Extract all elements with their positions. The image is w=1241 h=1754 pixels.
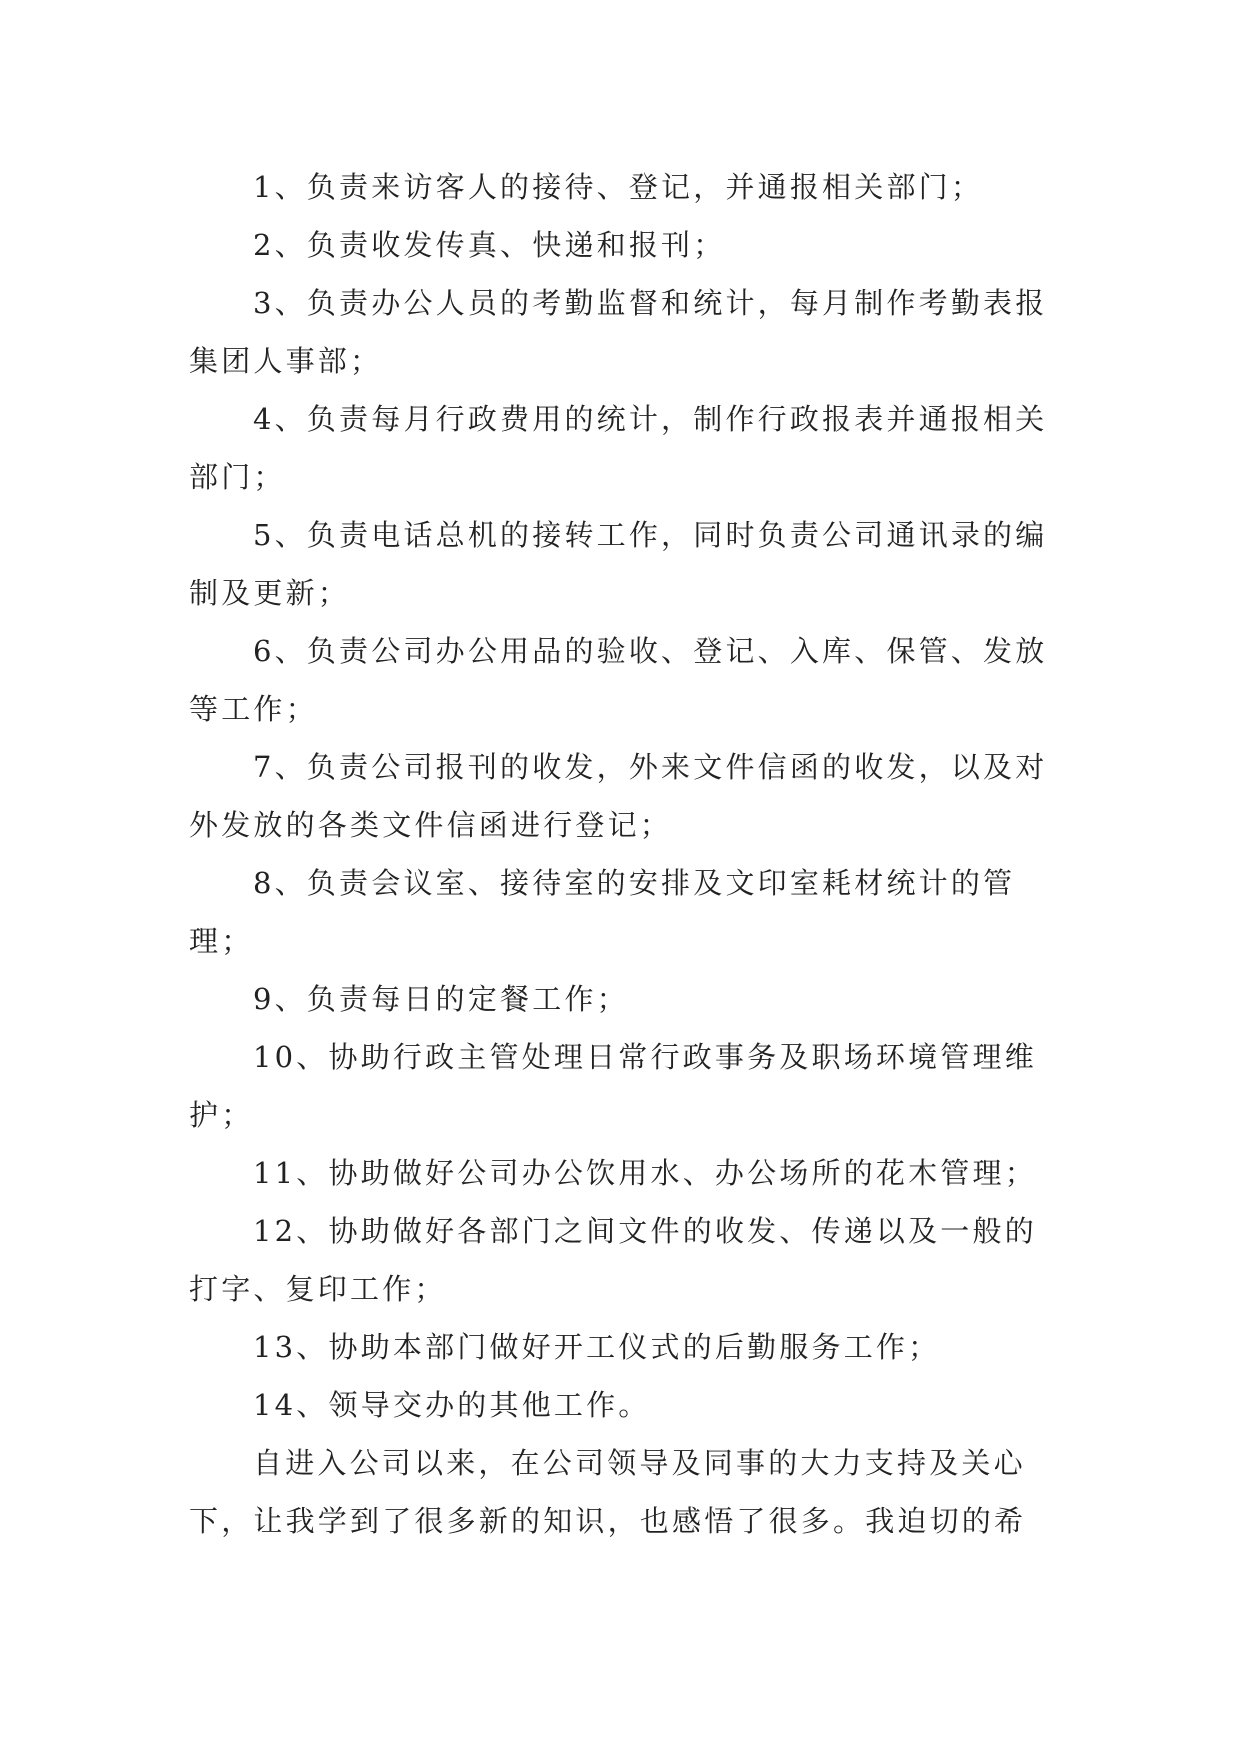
paragraph-duty-12: 12、协助做好各部门之间文件的收发、传递以及一般的打字、复印工作； — [189, 1214, 1037, 1306]
paragraph-duty-6: 6、负责公司办公用品的验收、登记、入库、保管、发放等工作； — [189, 634, 1048, 726]
paragraph-duty-4: 4、负责每月行政费用的统计，制作行政报表并通报相关部门； — [189, 402, 1048, 494]
paragraph-duty-7: 7、负责公司报刊的收发，外来文件信函的收发，以及对外发放的各类文件信函进行登记； — [189, 750, 1048, 842]
paragraph-duty-14: 14、领导交办的其他工作。 — [253, 1388, 651, 1422]
paragraph-duty-13: 13、协助本部门做好开工仪式的后勤服务工作； — [253, 1330, 941, 1364]
document-body — [189, 158, 1069, 1550]
paragraph-duty-9: 9、负责每日的定餐工作； — [253, 982, 629, 1016]
paragraph-duty-11: 11、协助做好公司办公饮用水、办公场所的花木管理； — [253, 1156, 1037, 1190]
paragraph-duty-1: 1、负责来访客人的接待、登记，并通报相关部门； — [253, 170, 984, 204]
paragraph-duty-8: 8、负责会议室、接待室的安排及文印室耗材统计的管理； — [189, 866, 1016, 958]
paragraph-duty-10: 10、协助行政主管处理日常行政事务及职场环境管理维护； — [189, 1040, 1037, 1132]
paragraph-duty-5: 5、负责电话总机的接转工作，同时负责公司通讯录的编制及更新； — [189, 518, 1048, 610]
paragraph-duty-2: 2、负责收发传真、快递和报刊； — [253, 228, 726, 262]
paragraph-reflection: 自进入公司以来，在公司领导及同事的大力支持及关心下，让我学到了很多新的知识，也感悟了很多。我迫切的希 — [189, 1446, 1027, 1538]
paragraph-duty-3: 3、负责办公人员的考勤监督和统计，每月制作考勤表报集团人事部； — [189, 286, 1048, 378]
